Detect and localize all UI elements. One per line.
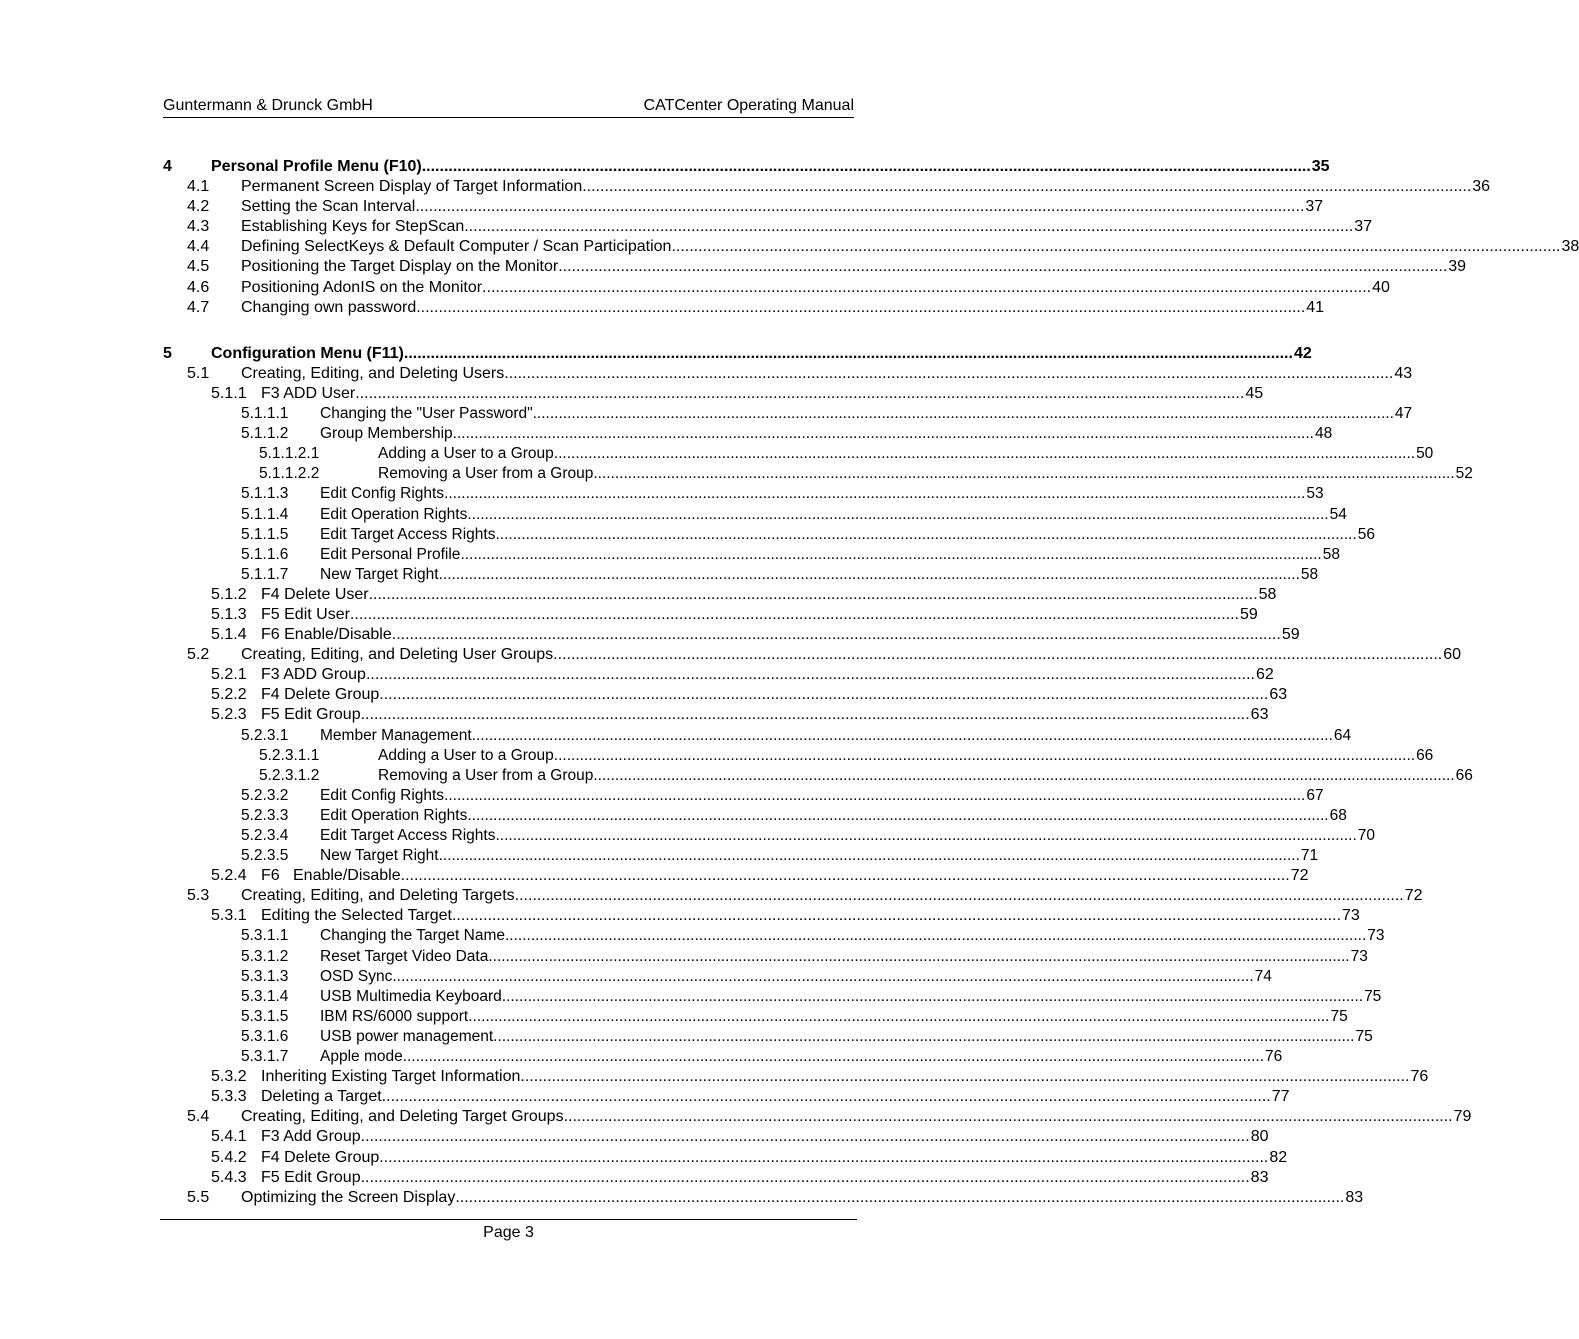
toc-entry[interactable]: [163, 1027, 1373, 1047]
toc-entry-page: 45: [1245, 384, 1264, 402]
toc-entry[interactable]: [163, 344, 1312, 364]
toc-entry-title: F4 Delete Group: [261, 1148, 380, 1166]
toc-dot-leader: ........................................................................................................................................................................................................: [381, 1088, 1271, 1106]
toc-entry-number: 5.2.3.3: [241, 806, 289, 824]
toc-entry-page: 36: [1472, 178, 1491, 196]
toc-entry-title: F5 Edit Group: [261, 706, 361, 724]
toc-entry-title: IBM RS/6000 support: [320, 1007, 469, 1025]
toc-dot-leader: ........................................................................................................................................................................................................: [520, 1068, 1410, 1086]
toc-entry-page: 72: [1290, 867, 1309, 885]
toc-entry-title: Changing own password: [241, 298, 417, 316]
toc-entry-title: USB Multimedia Keyboard: [320, 987, 502, 1005]
toc-entry-number: 5.1.1.7: [241, 565, 289, 583]
toc-entry-number: 5.3: [187, 887, 210, 905]
toc-entry-number: 5.1.4: [211, 626, 247, 644]
toc-entry-page: 75: [1330, 1007, 1348, 1025]
toc-dot-leader: ........................................................................................................................................................................................................: [421, 158, 1311, 175]
toc-dot-leader: ........................................................................................................................................................................................................: [455, 1188, 1345, 1206]
toc-dot-leader: ........................................................................................................................................................................................................: [671, 238, 1561, 256]
toc-entry-page: 79: [1453, 1108, 1472, 1126]
toc-entry-number: 4.4: [187, 238, 210, 256]
toc-entry-page: 83: [1250, 1168, 1269, 1186]
toc-entry-title: Edit Config Rights: [320, 786, 445, 804]
toc-entry[interactable]: [163, 625, 1300, 645]
toc-entry[interactable]: [163, 444, 1434, 464]
toc-entry[interactable]: [163, 906, 1360, 926]
toc-entry-page: 76: [1265, 1048, 1283, 1066]
toc-entry-number: 5.4.1: [211, 1128, 247, 1146]
toc-entry-number: 5.2: [187, 646, 210, 664]
toc-entry-number: 5.1.1.6: [241, 545, 289, 563]
toc-entry-title: Positioning AdonIS on the Monitor: [241, 278, 483, 296]
toc-entry-title: Apple mode: [320, 1048, 403, 1066]
toc-dot-leader: ........................................................................................................................................................................................................: [403, 344, 1293, 362]
toc-dot-leader: ........................................................................................................................................................................................................: [504, 364, 1394, 382]
toc-entry-page: 77: [1271, 1088, 1290, 1106]
toc-entry[interactable]: [163, 786, 1324, 806]
toc-entry[interactable]: [163, 298, 1325, 318]
toc-entry-title: Removing a User from a Group: [378, 465, 594, 483]
toc-entry[interactable]: [163, 404, 1413, 424]
toc-entry-page: 68: [1329, 806, 1347, 824]
toc-entry-page: 35: [1311, 158, 1330, 175]
toc-entry[interactable]: [163, 846, 1319, 866]
toc-dot-leader: ........................................................................................................................................................................................................: [444, 786, 1306, 804]
toc-dot-leader: ........................................................................................................................................................................................................: [416, 298, 1306, 316]
toc-entry[interactable]: [163, 645, 1462, 665]
toc-entry-number: 4.6: [187, 278, 210, 296]
toc-dot-leader: ........................................................................................................................................................................................................: [360, 1128, 1250, 1146]
toc-entry-number: 5.1.1: [211, 384, 247, 402]
toc-entry[interactable]: [163, 525, 1375, 545]
toc-entry[interactable]: [163, 364, 1413, 384]
toc-dot-leader: ........................................................................................................................................................................................................: [368, 585, 1258, 603]
toc-dot-leader: ........................................................................................................................................................................................................: [392, 967, 1254, 985]
toc-entry-page: 62: [1256, 666, 1274, 684]
toc-entry-page: 41: [1306, 298, 1325, 316]
toc-entry-title: Creating, Editing, and Deleting Target Groups: [241, 1108, 564, 1126]
toc-entry-number: 5.1.1.3: [241, 485, 289, 503]
toc-entry-title: New Target Right: [320, 565, 439, 583]
toc-entry-title: OSD Sync: [320, 967, 393, 985]
toc-entry[interactable]: [163, 464, 1473, 484]
toc-entry-number: 5.4.3: [211, 1168, 247, 1186]
toc-dot-leader: ........................................................................................................................................................................................................: [360, 706, 1250, 724]
toc-entry-number: 5.2.3.1.2: [259, 766, 320, 784]
toc-entry-number: 4.1: [187, 178, 210, 196]
toc-entry-title: Setting the Scan Interval: [241, 198, 416, 216]
toc-dot-leader: ........................................................................................................................................................................................................: [402, 1048, 1265, 1066]
toc-entry-number: 5.4.2: [211, 1148, 247, 1166]
toc-entry-number: 4.7: [187, 298, 210, 316]
toc-dot-leader: ........................................................................................................................................................................................................: [379, 1148, 1269, 1166]
toc-entry-title: F5 Edit User: [261, 605, 350, 623]
toc-entry-page: 76: [1410, 1068, 1429, 1086]
toc-dot-leader: ........................................................................................................................................................................................................: [444, 485, 1306, 503]
toc-entry-title: Member Management: [320, 726, 472, 744]
toc-entry-page: 66: [1455, 766, 1473, 784]
toc-entry-title: Edit Operation Rights: [320, 806, 468, 824]
toc-entry-number: 5.2.3.2: [241, 786, 289, 804]
toc-dot-leader: ........................................................................................................................................................................................................: [400, 867, 1290, 885]
toc-entry[interactable]: [163, 545, 1340, 565]
toc-entry-page: 54: [1329, 505, 1347, 523]
toc-entry-page: 58: [1258, 585, 1277, 603]
toc-entry[interactable]: [163, 947, 1368, 967]
toc-entry-number: 4: [163, 158, 172, 175]
toc-entry[interactable]: [163, 705, 1269, 725]
toc-dot-leader: ........................................................................................................................................................................................................: [365, 666, 1255, 684]
toc-entry-page: 66: [1416, 746, 1434, 764]
toc-entry-number: 5.1.1.2.1: [259, 445, 320, 463]
toc-entry-page: 37: [1354, 218, 1373, 236]
toc-entry-title: F3 ADD Group: [261, 666, 366, 684]
toc-entry-number: 5.1.1.2.2: [259, 465, 320, 483]
toc-entry[interactable]: [163, 1007, 1348, 1027]
page-header: [163, 97, 854, 118]
toc-dot-leader: ........................................................................................................................................................................................................: [471, 726, 1333, 744]
toc-dot-leader: ........................................................................................................................................................................................................: [452, 425, 1314, 443]
toc-entry[interactable]: [163, 685, 1288, 705]
toc-entry-page: 63: [1269, 686, 1288, 704]
toc-entry-title: F3 Add Group: [261, 1128, 361, 1146]
toc-dot-leader: ........................................................................................................................................................................................................: [467, 505, 1329, 523]
toc-entry-number: 5.1.2: [211, 585, 247, 603]
toc-entry-number: 5.3.1: [211, 907, 247, 925]
toc-entry[interactable]: [163, 157, 1330, 177]
toc-entry[interactable]: [163, 217, 1373, 237]
toc-entry-page: 53: [1306, 485, 1324, 503]
toc-entry-title: Editing the Selected Target: [261, 907, 452, 925]
toc-dot-leader: ........................................................................................................................................................................................................: [355, 384, 1245, 402]
toc-entry[interactable]: [163, 967, 1272, 987]
toc-dot-leader: ........................................................................................................................................................................................................: [514, 887, 1404, 905]
toc-entry-number: 5.2.3.4: [241, 827, 289, 844]
toc-entry-number: 5.3.3: [211, 1088, 247, 1106]
toc-entry-number: 5.1: [187, 364, 210, 382]
table-of-contents: [163, 157, 1579, 1208]
toc-entry-number: 5.2.3.1.1: [259, 746, 320, 764]
toc-entry-title: F5 Edit Group: [261, 1168, 361, 1186]
toc-entry-page: 73: [1367, 927, 1385, 945]
toc-entry-number: 5.4: [187, 1108, 210, 1126]
toc-entry-title: Group Membership: [320, 425, 453, 443]
toc-entry[interactable]: [163, 237, 1579, 257]
toc-entry-page: 72: [1404, 887, 1423, 905]
toc-entry-title: Edit Operation Rights: [320, 505, 468, 523]
toc-entry-page: 83: [1345, 1188, 1364, 1206]
toc-entry-title: Edit Config Rights: [320, 485, 445, 503]
toc-entry-number: 5.2.2: [211, 686, 247, 704]
toc-dot-leader: ........................................................................................................................................................................................................: [558, 258, 1448, 276]
toc-entry[interactable]: [163, 278, 1390, 298]
toc-entry-number: 4.3: [187, 218, 210, 236]
toc-entry-title: Creating, Editing, and Deleting Targets: [241, 887, 515, 905]
toc-dot-leader: ........................................................................................................................................................................................................: [349, 605, 1239, 623]
toc-entry-number: 5.3.1.5: [241, 1007, 289, 1025]
toc-entry-title: Positioning the Target Display on the Monitor: [241, 258, 559, 276]
toc-entry-page: 75: [1355, 1027, 1373, 1045]
toc-entry-title: Edit Target Access Rights: [320, 525, 496, 543]
toc-entry-title: Personal Profile Menu (F10): [211, 158, 422, 175]
toc-entry-title: Creating, Editing, and Deleting User Groups: [241, 646, 554, 664]
toc-entry-page: 64: [1333, 726, 1352, 744]
toc-entry-title: Adding a User to a Group: [378, 746, 554, 764]
toc-entry-title: F3 ADD User: [261, 384, 356, 402]
toc-dot-leader: ........................................................................................................................................................................................................: [553, 646, 1443, 664]
toc-entry-page: 58: [1322, 545, 1340, 563]
toc-entry-page: 40: [1372, 278, 1390, 296]
toc-dot-leader: ........................................................................................................................................................................................................: [488, 947, 1350, 965]
toc-entry-page: 42: [1293, 344, 1312, 362]
toc-dot-leader: ........................................................................................................................................................................................................: [563, 1108, 1453, 1126]
toc-entry-title: Establishing Keys for StepScan: [241, 218, 465, 236]
toc-entry[interactable]: [163, 766, 1473, 786]
toc-dot-leader: ........................................................................................................................................................................................................: [451, 907, 1342, 925]
toc-entry[interactable]: [163, 886, 1423, 906]
toc-dot-leader: ........................................................................................................................................................................................................: [415, 198, 1305, 216]
toc-entry-page: 56: [1357, 525, 1375, 543]
toc-entry[interactable]: [163, 926, 1385, 946]
toc-entry-page: 82: [1269, 1148, 1288, 1166]
toc-entry-title: Removing a User from a Group: [378, 766, 594, 784]
toc-entry-number: 5.1.1.1: [241, 405, 289, 423]
toc-entry-page: 70: [1357, 827, 1375, 844]
toc-entry[interactable]: [163, 257, 1467, 277]
toc-dot-leader: ........................................................................................................................................................................................................: [553, 746, 1416, 764]
toc-dot-leader: ........................................................................................................................................................................................................: [501, 987, 1364, 1005]
toc-entry-title: Permanent Screen Display of Target Information: [241, 178, 583, 196]
toc-entry-number: 5.2.1: [211, 666, 247, 684]
toc-entry[interactable]: [163, 197, 1324, 217]
toc-dot-leader: ........................................................................................................................................................................................................: [464, 218, 1354, 236]
toc-entry-title: USB power management: [320, 1027, 494, 1045]
toc-entry-page: 58: [1300, 565, 1319, 583]
toc-entry-page: 74: [1254, 967, 1272, 985]
toc-entry-title: F6 Enable/Disable: [261, 867, 401, 885]
toc-entry[interactable]: [163, 177, 1491, 197]
toc-entry-title: Adding a User to a Group: [378, 445, 554, 463]
toc-entry-number: 5.3.1.7: [241, 1048, 289, 1066]
toc-entry-page: 73: [1350, 947, 1368, 965]
toc-entry-number: 5.1.1.2: [241, 425, 289, 443]
toc-entry-number: 5.1.1.4: [241, 505, 289, 523]
toc-entry-page: 75: [1364, 987, 1382, 1005]
toc-entry[interactable]: [163, 505, 1347, 525]
toc-entry-number: 5.3.1.2: [241, 947, 289, 965]
toc-entry-page: 48: [1314, 425, 1333, 443]
toc-entry-page: 71: [1300, 847, 1319, 865]
toc-entry-title: F4 Delete User: [261, 585, 369, 603]
toc-entry-page: 73: [1342, 907, 1360, 925]
toc-entry-number: 5.2.3.5: [241, 847, 289, 865]
toc-entry[interactable]: [163, 826, 1375, 846]
toc-dot-leader: ........................................................................................................................................................................................................: [593, 465, 1455, 483]
toc-entry[interactable]: [163, 1188, 1364, 1208]
toc-dot-leader: ........................................................................................................................................................................................................: [495, 827, 1357, 844]
toc-dot-leader: ........................................................................................................................................................................................................: [467, 806, 1329, 824]
toc-entry[interactable]: [163, 726, 1352, 746]
toc-entry[interactable]: [163, 987, 1382, 1007]
toc-entry[interactable]: [163, 806, 1347, 826]
toc-entry-page: 52: [1455, 465, 1473, 483]
toc-entry-page: 39: [1448, 258, 1467, 276]
toc-entry-number: 5.2.4: [211, 867, 247, 885]
toc-entry-title: Creating, Editing, and Deleting Users: [241, 364, 505, 382]
toc-entry[interactable]: [163, 1107, 1472, 1127]
toc-entry[interactable]: [163, 424, 1333, 444]
toc-dot-leader: ........................................................................................................................................................................................................: [493, 1027, 1355, 1045]
toc-entry[interactable]: [163, 1087, 1290, 1107]
toc-dot-leader: ........................................................................................................................................................................................................: [360, 1168, 1250, 1186]
toc-entry-page: 43: [1394, 364, 1413, 382]
toc-entry-title: Configuration Menu (F11): [211, 344, 404, 362]
toc-entry[interactable]: [163, 1067, 1429, 1087]
toc-dot-leader: ........................................................................................................................................................................................................: [468, 1007, 1330, 1025]
toc-entry[interactable]: [163, 665, 1274, 685]
toc-entry-number: 5.2.3.1: [241, 726, 289, 744]
toc-entry-page: 47: [1394, 405, 1413, 423]
toc-entry-number: 5.3.1.1: [241, 927, 289, 945]
toc-entry-page: 59: [1281, 626, 1300, 644]
toc-entry-title: Defining SelectKeys & Default Computer / Scan Participation: [241, 238, 672, 256]
toc-entry-number: 4.5: [187, 258, 210, 276]
toc-entry-page: 80: [1250, 1128, 1269, 1146]
toc-entry-number: 5.3.2: [211, 1068, 247, 1086]
toc-section-gap: [163, 318, 851, 344]
manual-title: CATCenter Operating Manual: [643, 97, 854, 114]
toc-entry[interactable]: [163, 565, 1319, 585]
toc-dot-leader: ........................................................................................................................................................................................................: [553, 445, 1416, 463]
toc-entry-title: Deleting a Target: [261, 1088, 382, 1106]
toc-entry-title: New Target Right: [320, 847, 439, 865]
toc-dot-leader: ........................................................................................................................................................................................................: [438, 847, 1300, 865]
toc-entry[interactable]: [163, 384, 1264, 404]
toc-entry-title: Edit Target Access Rights: [320, 827, 496, 844]
toc-entry-page: 38: [1561, 238, 1579, 256]
page-number: Page 3: [483, 1224, 534, 1241]
toc-dot-leader: ........................................................................................................................................................................................................: [391, 626, 1281, 644]
page-footer: [160, 1219, 857, 1241]
toc-entry[interactable]: [163, 1168, 1269, 1188]
company-name: Guntermann & Drunck GmbH: [163, 97, 373, 114]
toc-dot-leader: ........................................................................................................................................................................................................: [504, 927, 1367, 945]
toc-entry-number: 4.2: [187, 198, 210, 216]
toc-entry-number: 5.3.1.6: [241, 1027, 289, 1045]
toc-entry-number: 5.3.1.4: [241, 987, 289, 1005]
toc-entry-title: Edit Personal Profile: [320, 545, 461, 563]
toc-entry[interactable]: [163, 1047, 1283, 1067]
toc-dot-leader: ........................................................................................................................................................................................................: [495, 525, 1357, 543]
toc-entry-page: 50: [1416, 445, 1434, 463]
toc-entry-title: Reset Target Video Data: [320, 947, 489, 965]
toc-entry-number: 5.5: [187, 1188, 210, 1206]
toc-entry-title: F4 Delete Group: [261, 686, 380, 704]
toc-entry-page: 60: [1443, 646, 1462, 664]
toc-entry[interactable]: [163, 866, 1309, 886]
toc-entry[interactable]: [163, 1148, 1288, 1168]
toc-entry-title: Optimizing the Screen Display: [241, 1188, 456, 1206]
toc-dot-leader: ........................................................................................................................................................................................................: [532, 405, 1394, 423]
toc-entry-number: 5: [163, 344, 172, 362]
toc-dot-leader: ........................................................................................................................................................................................................: [593, 766, 1455, 784]
toc-dot-leader: ........................................................................................................................................................................................................: [460, 545, 1322, 563]
toc-dot-leader: ........................................................................................................................................................................................................: [582, 178, 1472, 196]
toc-entry-title: Inheriting Existing Target Information: [261, 1068, 521, 1086]
toc-dot-leader: ........................................................................................................................................................................................................: [379, 686, 1269, 704]
toc-dot-leader: ........................................................................................................................................................................................................: [482, 278, 1372, 296]
toc-entry-number: 5.2.3: [211, 706, 247, 724]
toc-entry-page: 59: [1239, 605, 1258, 623]
toc-entry-title: Changing the "User Password": [320, 405, 533, 423]
toc-entry[interactable]: [163, 484, 1324, 504]
toc-entry[interactable]: [163, 605, 1258, 625]
toc-entry-page: 63: [1250, 706, 1269, 724]
toc-entry-number: 5.3.1.3: [241, 967, 289, 985]
toc-entry-page: 67: [1306, 786, 1324, 804]
toc-entry-number: 5.1.1.5: [241, 525, 289, 543]
toc-entry[interactable]: [163, 585, 1277, 605]
toc-entry-title: F6 Enable/Disable: [261, 626, 392, 644]
toc-entry-number: 5.1.3: [211, 605, 247, 623]
toc-entry-title: Changing the Target Name: [320, 927, 505, 945]
toc-entry[interactable]: [163, 1127, 1269, 1147]
toc-dot-leader: ........................................................................................................................................................................................................: [438, 565, 1300, 583]
toc-entry-page: 37: [1305, 198, 1324, 216]
toc-entry[interactable]: [163, 746, 1434, 766]
